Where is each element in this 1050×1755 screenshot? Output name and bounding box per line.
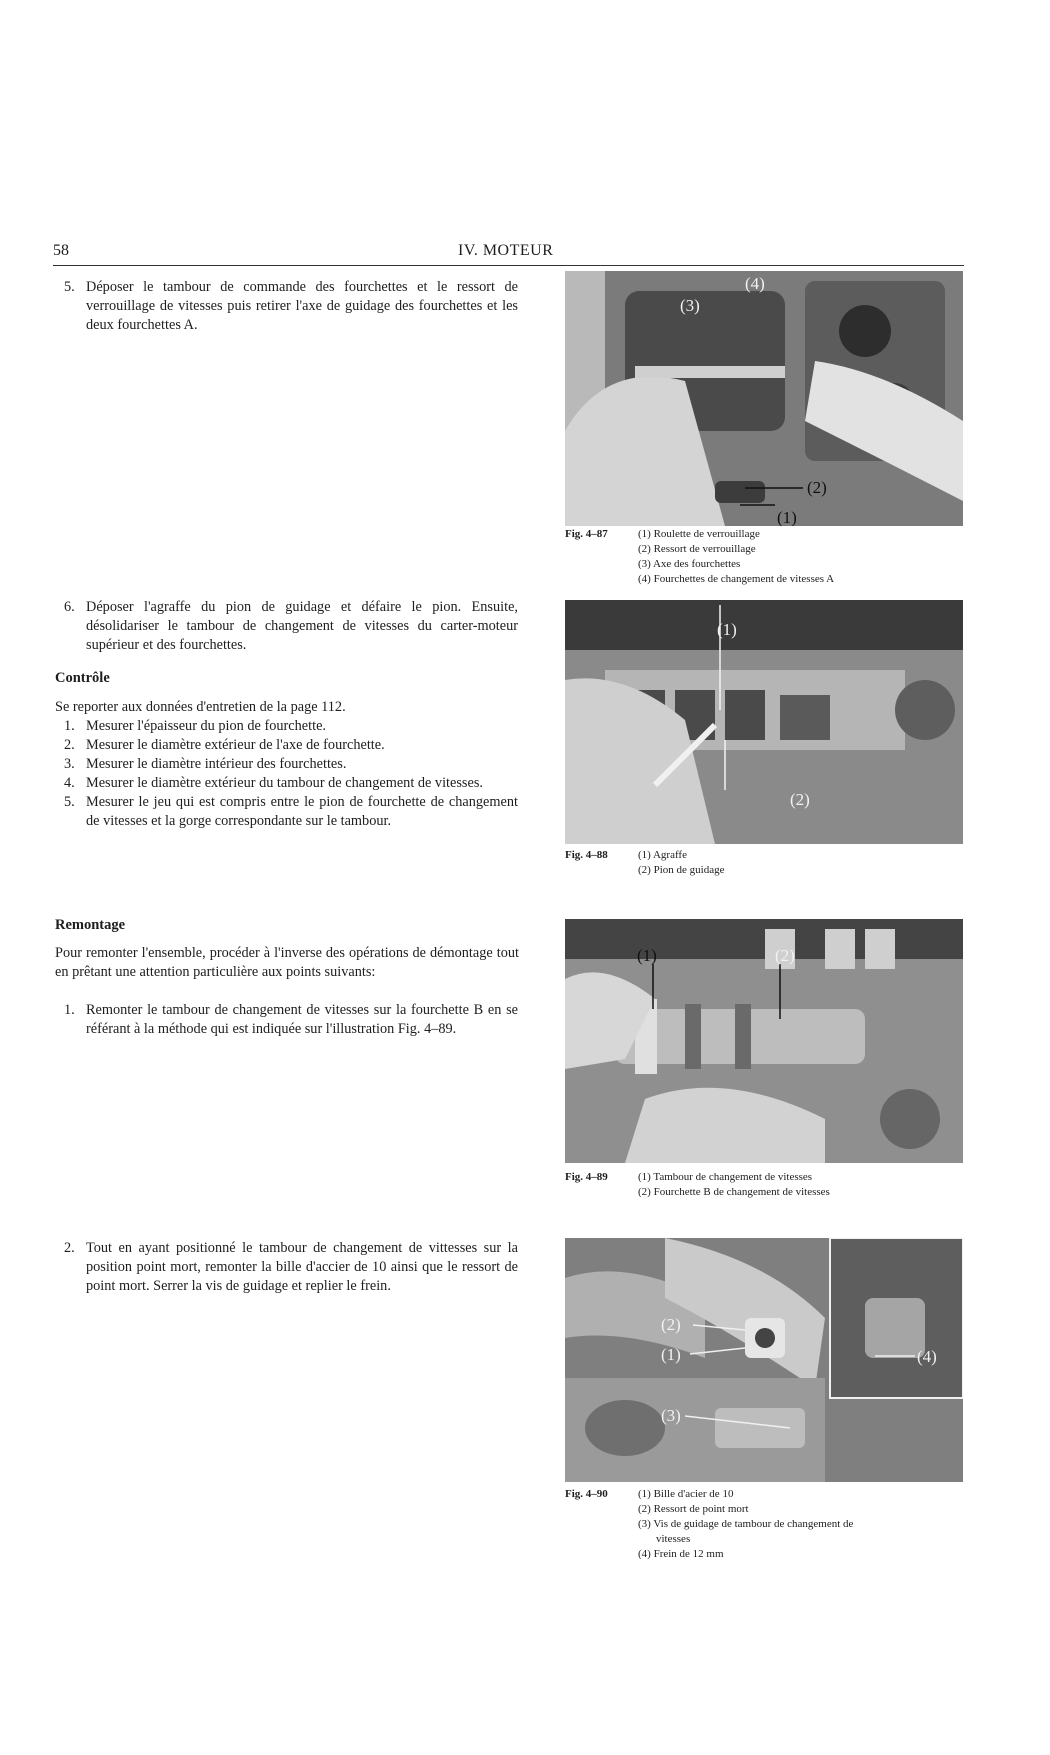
header-rule bbox=[53, 265, 964, 266]
caption-item: (1) Agraffe bbox=[638, 849, 687, 861]
step-number: 5. bbox=[64, 279, 75, 295]
figure-4-89-photo bbox=[565, 919, 963, 1163]
remontage-list-1 bbox=[56, 1001, 518, 1039]
caption-item: (1) Roulette de verrouillage bbox=[638, 528, 760, 540]
figure-4-87-caption bbox=[565, 527, 834, 587]
figure-callout: (4) bbox=[917, 1347, 937, 1366]
figure-callout: (1) bbox=[717, 620, 737, 639]
list-item: 1. Mesurer l'épaisseur du pion de fourchette. bbox=[64, 718, 326, 734]
step-number: 6. bbox=[64, 599, 75, 615]
caption-item: (2) Ressort de point mort bbox=[638, 1503, 749, 1515]
caption-item: (1) Tambour de changement de vitesses bbox=[638, 1171, 813, 1183]
figure-label: Fig. 4–87 bbox=[565, 528, 608, 540]
step-text: Déposer l'agraffe du pion de guidage et défaire le pion. Ensuite, désolidariser le tambour de changement de vitesses du carter-moteur supérieur et des fourchettes. bbox=[86, 599, 518, 653]
caption-item: vitesses bbox=[656, 1533, 691, 1545]
caption-item: (3) Vis de guidage de tambour de changement de bbox=[638, 1518, 854, 1530]
list-item: 5. Mesurer le jeu qui est compris entre le pion de fourchette de changement de vitesses et la gorge correspondante sur le tambour. bbox=[64, 794, 518, 829]
figure-4-88-photo bbox=[565, 600, 963, 844]
step-text: Déposer le tambour de commande des fourchettes et le ressort de verrouillage de vitesses puis retirer l'axe de guidage des fourchettes et les deux fourchettes A. bbox=[86, 279, 518, 333]
running-head: IV. MOTEUR bbox=[458, 242, 554, 259]
figure-callout: (2) bbox=[790, 790, 810, 809]
caption-item: (2) Fourchette B de changement de vitesses bbox=[638, 1186, 830, 1198]
figure-4-87-photo bbox=[565, 271, 963, 526]
section-heading-controle: Contrôle bbox=[55, 670, 110, 686]
step-6 bbox=[56, 598, 518, 655]
figure-label: Fig. 4–88 bbox=[565, 849, 608, 861]
figure-callout: (2) bbox=[807, 478, 827, 497]
page-number: 58 bbox=[53, 242, 69, 259]
figure-callout: (3) bbox=[661, 1406, 681, 1425]
figure-callout: (4) bbox=[745, 274, 765, 293]
list-item: 3. Mesurer le diamètre intérieur des fourchettes. bbox=[64, 756, 347, 772]
caption-item: (1) Bille d'acier de 10 bbox=[638, 1488, 734, 1500]
figure-callout: (1) bbox=[777, 508, 797, 526]
figure-callout: (2) bbox=[775, 946, 795, 965]
list-item: 2. Tout en ayant positionné le tambour de changement de vittesses sur la position point mort, remonter la bille d'accier de 10 ainsi que le ressort de point mort. Serrer la vis de guidage et replier le frein. bbox=[64, 1240, 518, 1294]
caption-item: (3) Axe des fourchettes bbox=[638, 558, 741, 570]
caption-item: (2) Pion de guidage bbox=[638, 864, 725, 876]
figure-label: Fig. 4–89 bbox=[565, 1171, 608, 1183]
controle-list bbox=[56, 717, 518, 831]
figure-callout: (3) bbox=[680, 296, 700, 315]
remontage-list-2 bbox=[56, 1239, 518, 1296]
figure-callout: (1) bbox=[637, 946, 657, 965]
figure-4-88-caption bbox=[565, 848, 724, 878]
section-heading-remontage: Remontage bbox=[55, 917, 126, 933]
figure-4-90-photo bbox=[565, 1238, 963, 1482]
list-item: 2. Mesurer le diamètre extérieur de l'axe de fourchette. bbox=[64, 737, 385, 753]
figure-4-90-caption bbox=[565, 1487, 853, 1562]
step-5 bbox=[56, 278, 518, 335]
controle-intro: Se reporter aux données d'entretien de la page 112. bbox=[55, 699, 346, 715]
list-item: 1. Remonter le tambour de changement de vitesses sur la fourchette B en se référant à la méthode qui est indiquée sur l'illustration Fig. 4–89. bbox=[64, 1002, 518, 1037]
figure-4-89-caption bbox=[565, 1170, 830, 1200]
caption-item: (2) Ressort de verrouillage bbox=[638, 543, 756, 555]
list-item: 4. Mesurer le diamètre extérieur du tambour de changement de vitesses. bbox=[64, 775, 483, 791]
figure-callout: (1) bbox=[661, 1345, 681, 1364]
caption-item: (4) Fourchettes de changement de vitesses A bbox=[638, 573, 835, 585]
figure-callout: (2) bbox=[661, 1315, 681, 1334]
remontage-intro: Pour remonter l'ensemble, procéder à l'inverse des opérations de démontage tout en prêtant une attention particulière aux points suivants: bbox=[55, 945, 519, 980]
figure-label: Fig. 4–90 bbox=[565, 1488, 608, 1500]
caption-item: (4) Frein de 12 mm bbox=[638, 1548, 724, 1560]
